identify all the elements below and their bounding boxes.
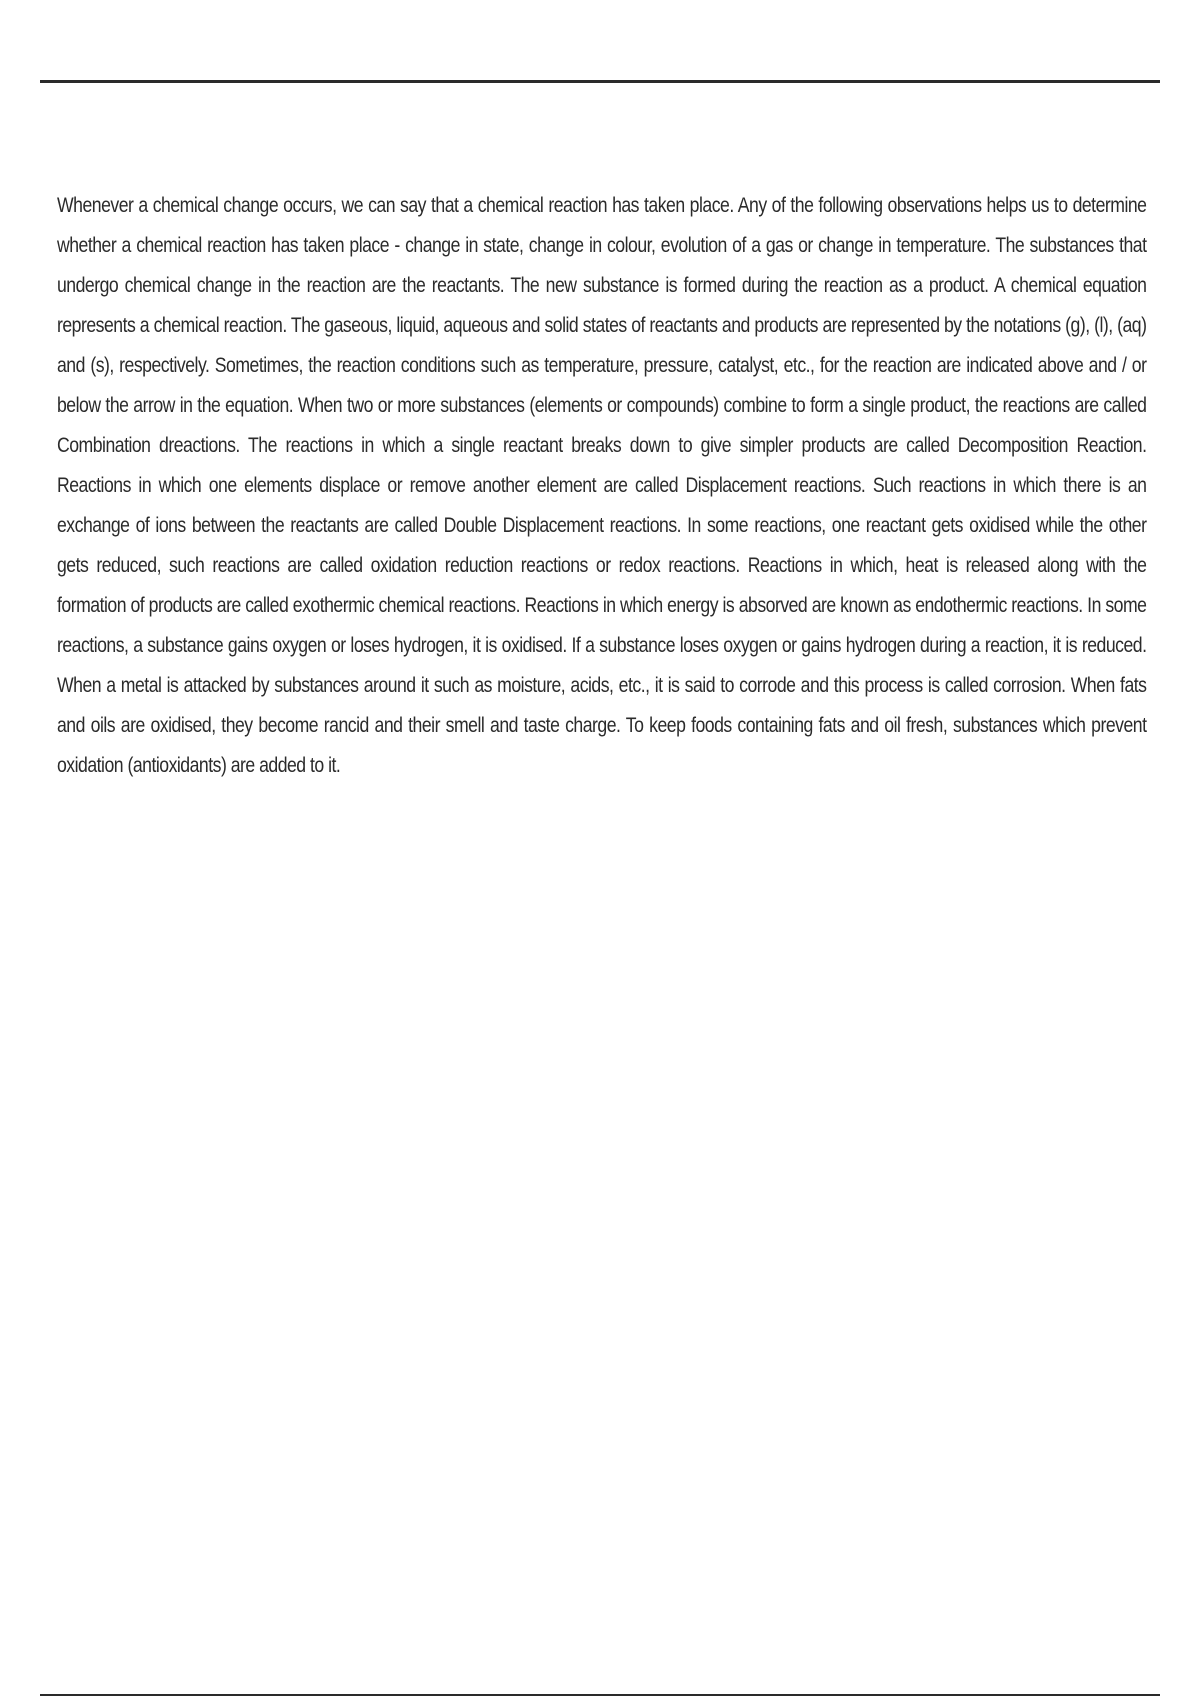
- header-divider: [40, 80, 1160, 83]
- summary-paragraph: Whenever a chemical change occurs, we can say that a chemical reaction has taken place. Any of the following observations helps us to determine whether a chemical reaction has taken place - change in state, change in colour, evolution of a gas or change in temperature. The substances that undergo chemical change in the reaction are the reactants. The new substance is formed during the reaction as a product. A chemical equation represents a chemical reaction. The gaseous, liquid, aqueous and solid states of reactants and products are represented by the notations (g), (l), (aq) and (s), respectively. Sometimes, the reaction conditions such as temperature, pressure, catalyst, etc., for the reaction are indicated above and / or below the arrow in the equation. When two or more substances (elements or compounds) combine to form a single product, the reactions are called Combination dreactions. The reactions in which a single reactant breaks down to give simpler products are called Decomposition Reaction. Reactions in which one elements displace or remove another element are called Displacement reactions. Such reactions in which there is an exchange of ions between the reactants are called Double Displacement reactions. In some reactions, one reactant gets oxidised while the other gets reduced, such reactions are called oxidation reduction reactions or redox reactions. Reactions in which, heat is released along with the formation of products are called exothermic chemical reactions. Reactions in which energy is absorved are known as endothermic reactions. In some reactions, a substance gains oxygen or loses hydrogen, it is oxidised. If a substance loses oxygen or gains hydrogen during a reaction, it is reduced. When a metal is attacked by substances around it such as moisture, acids, etc., it is said to corrode and this process is called corrosion. When fats and oils are oxidised, they become rancid and their smell and taste charge. To keep foods containing fats and oil fresh, substances which prevent oxidation (antioxidants) are added to it.: [57, 194, 1147, 777]
- footer-divider: [40, 1694, 1160, 1696]
